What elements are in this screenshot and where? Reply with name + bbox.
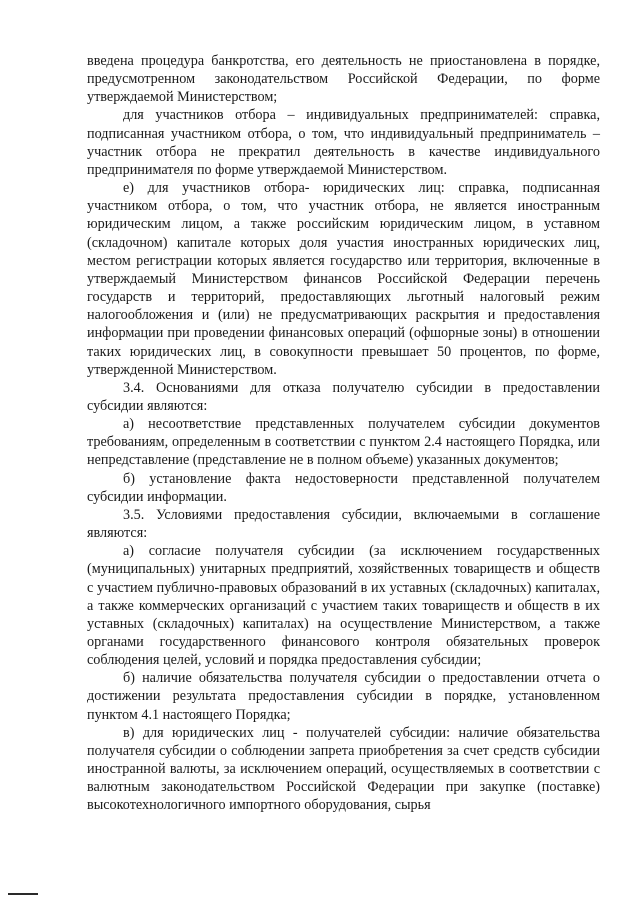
paragraph-3: е) для участников отбора- юридических лиц: справка, подписанная участником отбора, о том, что участник отбора, не является иностранным юридическим лицом, а также российским юридическим лицом, в уставном (складочном) капитале которых доля участия иностранных юридических лиц, местом регистрации которых является государство или территория, включенные в утверждаемый Министерством финансов Российской Федерации перечень государств и территорий, предоставляющих льготный налоговый режим налогообложения и (или) не предусматривающих раскрытия и предоставления информации при проведении финансовых операций (офшорные зоны) в отношении таких юридических лиц, в совокупности превышает 50 процентов, по форме, утвержденной Министерством. bbox=[87, 180, 600, 378]
paragraph-5: а) несоответствие представленных получателем субсидии документов требованиям, определенным в соответствии с пунктом 2.4 настоящего Порядка, или непредставление (представление не в полном объеме) указанных документов; bbox=[87, 416, 600, 469]
paragraph-1: введена процедура банкротства, его деятельность не приостановлена в порядке, предусмотренном законодательством Российской Федерации, по форме утверждаемой Министерством; bbox=[87, 53, 600, 106]
scan-edge-mark bbox=[8, 893, 38, 895]
paragraph-2: для участников отбора – индивидуальных предпринимателей: справка, подписанная участником отбора, о том, что индивидуальный предприниматель – участник отбора не прекратил деятельность в качестве индивидуального предпринимателя по форме утверждаемой Министерством. bbox=[87, 107, 600, 178]
paragraph-6: б) установление факта недостоверности представленной получателем субсидии информации. bbox=[87, 470, 600, 505]
paragraph-4: 3.4. Основаниями для отказа получателю субсидии в предоставлении субсидии являются: bbox=[87, 379, 600, 414]
paragraph-7: 3.5. Условиями предоставления субсидии, включаемыми в соглашение являются: bbox=[87, 506, 600, 542]
paragraph-10: в) для юридических лиц - получателей субсидии: наличие обязательства получателя субсидии о соблюдении запрета приобретения за счет средств субсидии иностранной валюты, за исключением операций, осуществляемых в соответствии с валютным законодательством Российской Федерации при закупке (поставке) высокотехнологичного импортного оборудования, сырья bbox=[87, 724, 600, 814]
document-page bbox=[87, 52, 600, 815]
paragraph-8: а) согласие получателя субсидии (за исключением государственных (муниципальных) унитарных предприятий, хозяйственных товариществ и обществ с участием публично-правовых образований в их уставных (складочных) капиталах, а также коммерческих организаций с участием таких товариществ и обществ в их уставных (складочных) капиталах) на осуществление Министерством, а также органами государственного финансового контроля обязательных проверок соблюдения целей, условий и порядка предоставления субсидии; bbox=[87, 543, 600, 669]
paragraph-9: б) наличие обязательства получателя субсидии о предоставлении отчета о достижении результата предоставления субсидии в порядке, установленном пунктом 4.1 настоящего Порядка; bbox=[87, 670, 600, 723]
